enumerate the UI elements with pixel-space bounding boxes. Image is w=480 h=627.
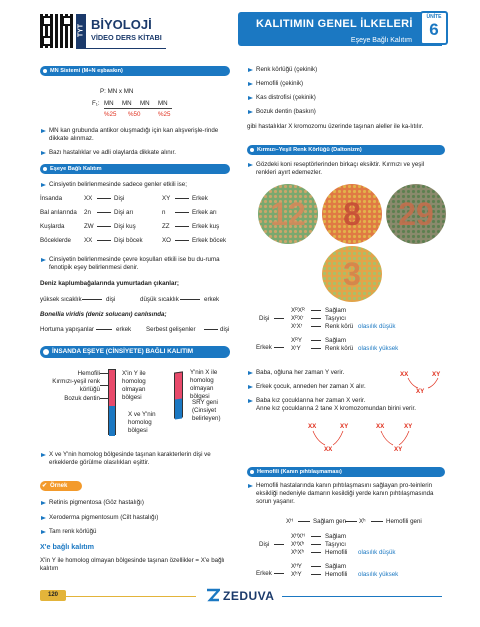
renk-phen-0: Sağlam [325,307,346,314]
bonellia-arrow-2 [204,329,218,330]
right-item-1: Renk körlüğü (çekinik) [247,66,447,74]
hemo-geno-3: XᴴY [291,563,302,570]
cins-row-1-female: Dişi arı [114,209,134,216]
cins-row-3-male-code: XO [162,237,171,244]
label-sry: SRY geni (Cinsiyet belirleyen) [192,399,221,423]
renk-koru-pill: Kırmızı–Yeşil Renk Körlüğü (Daltonizm) [247,145,445,155]
section-title: Eşeye Bağlı Kalıtım [350,37,412,44]
cins-row-3-male: Erkek böcek [192,237,227,244]
hemo-arrow-0 [311,536,321,537]
cross-big-4: XX [324,446,333,453]
renk-geno-2: XʳXʳ [291,323,303,330]
bonellia-heading: Bonellia viridis (deniz solucanı) canlısında; [40,311,167,318]
mn-f1-label: F₁: [92,100,100,107]
cins-row-0-male-code: XY [162,195,171,202]
xe-bagli-text: X'in Y ile homolog olmayan bölgesinde taşınan özellikler = X'e bağlı kalıtım [40,557,225,573]
ishihara-plate-2: 8 [322,184,382,244]
renk-arrow-4 [311,348,321,349]
x-chromosome [108,369,116,435]
label-renk-koru: Kırmızı-yeşil renk körlüğü [52,378,100,394]
hemo-geno-4: XʰY [291,571,302,578]
deniz-erkek: erkek [204,296,220,303]
hemo-saglam: Sağlam gen [313,518,347,525]
cevre-bullet: Cinsiyetin belirlenmesinde çevre koşulları etkili ise bu du-ruma fenotipik eşey belirlenmesi denir. [40,256,230,272]
hemo-geno-1: XᴴXʰ [291,541,305,548]
cins-row-2-female-code: ZW [84,223,94,230]
label-y-non-homolog: Y'nin X ile homolog olmayan bölgesi [190,369,218,401]
hemo-gen: Hemofili geni [386,518,422,525]
brand-name: ZEDUVA [223,589,275,603]
deniz-arrow-2 [180,299,200,300]
renk-phen-4: Renk körü [325,345,354,352]
renk-koru-bullet: Gözdeki koni reseptörlerinden birkaçı eksiktir. Kırmızı ve yeşil renkleri ayırt edemezler. [247,161,445,177]
hemo-note-dusuk: olasılık düşük [358,549,396,556]
hemo-note-yuksek: olasılık yüksek [358,571,399,578]
renk-phen-1: Taşıyıcı [325,315,346,322]
deniz-disi: dişi [106,296,116,303]
baba-sub: Anne kız çocuklarına 2 tane X kromozomundan birini verir. [256,405,416,412]
hemo-arrow-2 [345,521,357,522]
renk-geno-4: XʳY [291,345,301,352]
cins-row-2-male: Erkek kuş [192,223,220,230]
mn-p-line: P: MN x MN [100,88,134,95]
bonellia-arrow-1 [96,329,112,330]
hemo-disi-label: Dişi [259,541,270,548]
hemofili-pill: Hemofili (Kanın pıhtılaşmaması) [247,467,445,477]
cins-row-1-organism: Bal arılarında [40,209,77,216]
hemo-phen-3: Sağlam [325,563,346,570]
hemo-phen-4: Hemofili [325,571,348,578]
right-item-3: Kas distrofisi (çekinik) [247,94,447,102]
ornek-item-2: Xeroderma pigmentosum (Cilt hastalığı) [40,514,230,522]
cins-row-1-arrow-2 [175,212,189,213]
cross-big-0: XX [308,423,317,430]
renk-arrow-1 [311,318,321,319]
cross-small-arrows [400,376,450,390]
hemo-arrow-4 [311,574,321,575]
bonellia-erkek: erkek [116,326,132,333]
renk-geno-0: XᴿXᴿ [291,307,305,314]
hemo-phen-2: Hemofili [325,549,348,556]
x-pointer-hemo [100,373,108,374]
page-number: 120 [40,590,66,601]
mn-pct-2: %25 [158,111,171,118]
cins-row-2-organism: Kuşlarda [40,223,65,230]
renk-erkek-stem [274,347,284,348]
renk-phen-2: Renk körü [325,323,354,330]
mn-f1-rule [104,108,172,109]
book-subtitle: VİDEO DERS KİTABI [91,33,162,42]
cins-row-3-arrow-2 [175,240,189,241]
cins-row-3-organism: Böceklerde [40,237,71,244]
footer-line-right [282,596,442,597]
hemofili-bullet: Hemofili hastalarında kanın pıhtılaşmasını sağlayan pro-teinlerin eksikliği nedeniyle damarın kesildiği yerde kanın pıhtılaşmasında sorun yaşanır. [247,482,445,506]
right-item-4: Bozuk dentin (baskın) [247,108,447,116]
chapter-header [238,12,442,46]
unit-badge: ÜNİTE 6 [420,11,448,45]
hemo-arrow-3 [371,521,383,522]
cins-row-0-female-code: XX [84,195,93,202]
hemo-arrow-3 [311,566,321,567]
hemo-erkek-label: Erkek [256,570,272,577]
y-chromosome [174,371,183,418]
renk-arrow-3 [311,340,321,341]
baba-bullet-3: Baba kız çocuklarına her zaman X verir. [247,397,417,405]
cross-big-arrows [305,429,425,449]
right-item-2: Hemofili (çekinik) [247,80,447,88]
hemo-erkek-stem [274,573,284,574]
cins-bullet: Cinsiyetin belirlenmesinde sadece genler etkili ise; [40,181,230,189]
cins-row-2-female: Dişi kuş [114,223,136,230]
eseye-pill: Eşeye Bağlı Kalıtım [40,164,230,174]
homolog-bullet: X ve Y'nin homolog bölgesinde taşınan karakterlerin dişi ve erkeklerde görülme olasılıkları eşittir. [40,451,230,467]
label-x-non-homolog: X'in Y ile homolog olmayan bölgesi [122,370,146,402]
cins-row-0-male: Erkek [192,195,208,202]
mn-bullet-1: MN kan grubunda antikor oluşmadığı için kan alışverişle-rinde dikkate alınmaz. [40,127,230,143]
hemo-arrow-2 [311,552,321,553]
book-title: BİYOLOJİ [91,17,152,32]
deniz-dusuk: düşük sıcaklık [140,296,179,303]
baba-bullet-1: Baba, oğluna her zaman Y verir. [247,369,397,377]
cins-row-2-arrow-2 [175,226,189,227]
check-icon: ✔ [42,483,48,489]
bonellia-hortum: Hortuma yapışanlar [40,326,94,333]
cross-big-2: XX [376,423,385,430]
mn-pct-0: %25 [104,111,117,118]
cross-big-3: XY [404,423,413,430]
renk-disi-stem [274,318,284,319]
renk-erkek-label: Erkek [256,344,272,351]
mn-system-pill: MN Sistemi (M+N eşbaskın) [40,66,230,76]
renk-arrow-2 [311,326,321,327]
insanda-pill: İNSANDA EŞEYE (CİNSİYETE) BAĞLI KALITIM [40,346,230,358]
mn-f1-0: MN [104,100,114,107]
cins-row-0-arrow-1 [97,198,111,199]
renk-geno-3: XᴿY [291,337,303,344]
hemo-geno-0: XᴴXᴴ [291,533,305,540]
hemo-disi-stem [274,544,284,545]
mn-bullet-2: Bazı hastalıklar ve adli olaylarda dikkate alınır. [40,149,230,157]
cins-row-0-female: Dişi [114,195,125,202]
cins-row-3-female: Dişi böcek [114,237,143,244]
cins-row-3-female-code: XX [84,237,93,244]
cross-big-1: XY [340,423,349,430]
ornek-item-1: Retinis pigmentosa (Göz hastalığı) [40,499,230,507]
footer-line [66,596,196,597]
hemo-phen-0: Sağlam [325,533,346,540]
mn-f1-3: MN [158,100,168,107]
bonellia-disi: dişi [220,326,230,333]
ishihara-plate-4: 3 [322,246,382,302]
renk-note-dusuk: olasılık düşük [358,323,396,330]
baba-bullet-2: Erkek çocuk, anneden her zaman X alır. [247,383,397,391]
cins-row-0-organism: İnsanda [40,195,63,202]
cins-row-2-arrow-1 [97,226,111,227]
xe-bagli-heading: X'e bağlı kalıtım [40,542,95,551]
deniz-heading: Deniz kaplumbağalarında yumurtadan çıkanlar; [40,280,179,287]
hemo-xh: Xᴴ [286,518,293,525]
ornek-item-3: Tam renk körlüğü [40,528,230,536]
x-pointer-dentin [100,398,108,399]
label-bozuk-dentin: Bozuk dentin [64,395,100,402]
mn-f1-2: MN [140,100,150,107]
ishihara-plate-1: 12 [258,184,318,244]
cins-row-1-male: Erkek arı [192,209,217,216]
deniz-yuksek: yüksek sıcaklık [40,296,82,303]
deniz-arrow-1 [82,299,102,300]
hemo-arrow-1 [298,521,310,522]
hemo-xh-lower: Xʰ [359,518,366,525]
ornek-badge: ✔ Örnek [40,481,82,491]
zeduva-logo-icon [206,588,220,602]
cross-small-xx: XX [400,371,409,378]
right-top-text: gibi hastalıklar X kromozomu üzerinde taşınan aleller ile ka-lıtılır. [247,123,424,130]
cross-small-child: XY [416,388,425,395]
cins-row-0-arrow-2 [175,198,189,199]
qr-code[interactable] [40,14,74,48]
renk-disi-label: Dişi [259,315,270,322]
label-homolog: X ve Y'nin homolog bölgesi [128,411,156,435]
x-pointer-renk [100,385,108,386]
book-underline [76,48,166,49]
hemo-phen-1: Taşıyıcı [325,541,346,548]
cins-row-3-arrow-1 [97,240,111,241]
ishihara-plate-3: 29 [386,184,446,244]
renk-geno-1: XᴿXʳ [291,315,304,322]
mn-pct-1: %50 [128,111,141,118]
cins-row-1-female-code: 2n [84,209,91,216]
bonellia-serbest: Serbest gelişenler [146,326,196,333]
label-hemofili: Hemofili [77,370,100,377]
cins-row-1-male-code: n [162,209,166,216]
cins-row-2-male-code: ZZ [162,223,170,230]
cross-big-5: XY [394,446,403,453]
renk-phen-3: Sağlam [325,337,346,344]
hemo-geno-2: XʰXʰ [291,549,304,556]
hemo-arrow-1 [311,544,321,545]
cins-row-1-arrow-1 [97,212,111,213]
tyt-badge: TYT [76,14,86,48]
chapter-title: KALITIMIN GENEL İLKELERİ [256,18,413,30]
renk-arrow-0 [311,310,321,311]
cross-small-xy: XY [432,371,441,378]
renk-note-yuksek: olasılık yüksek [358,345,399,352]
mn-f1-1: MN [122,100,132,107]
